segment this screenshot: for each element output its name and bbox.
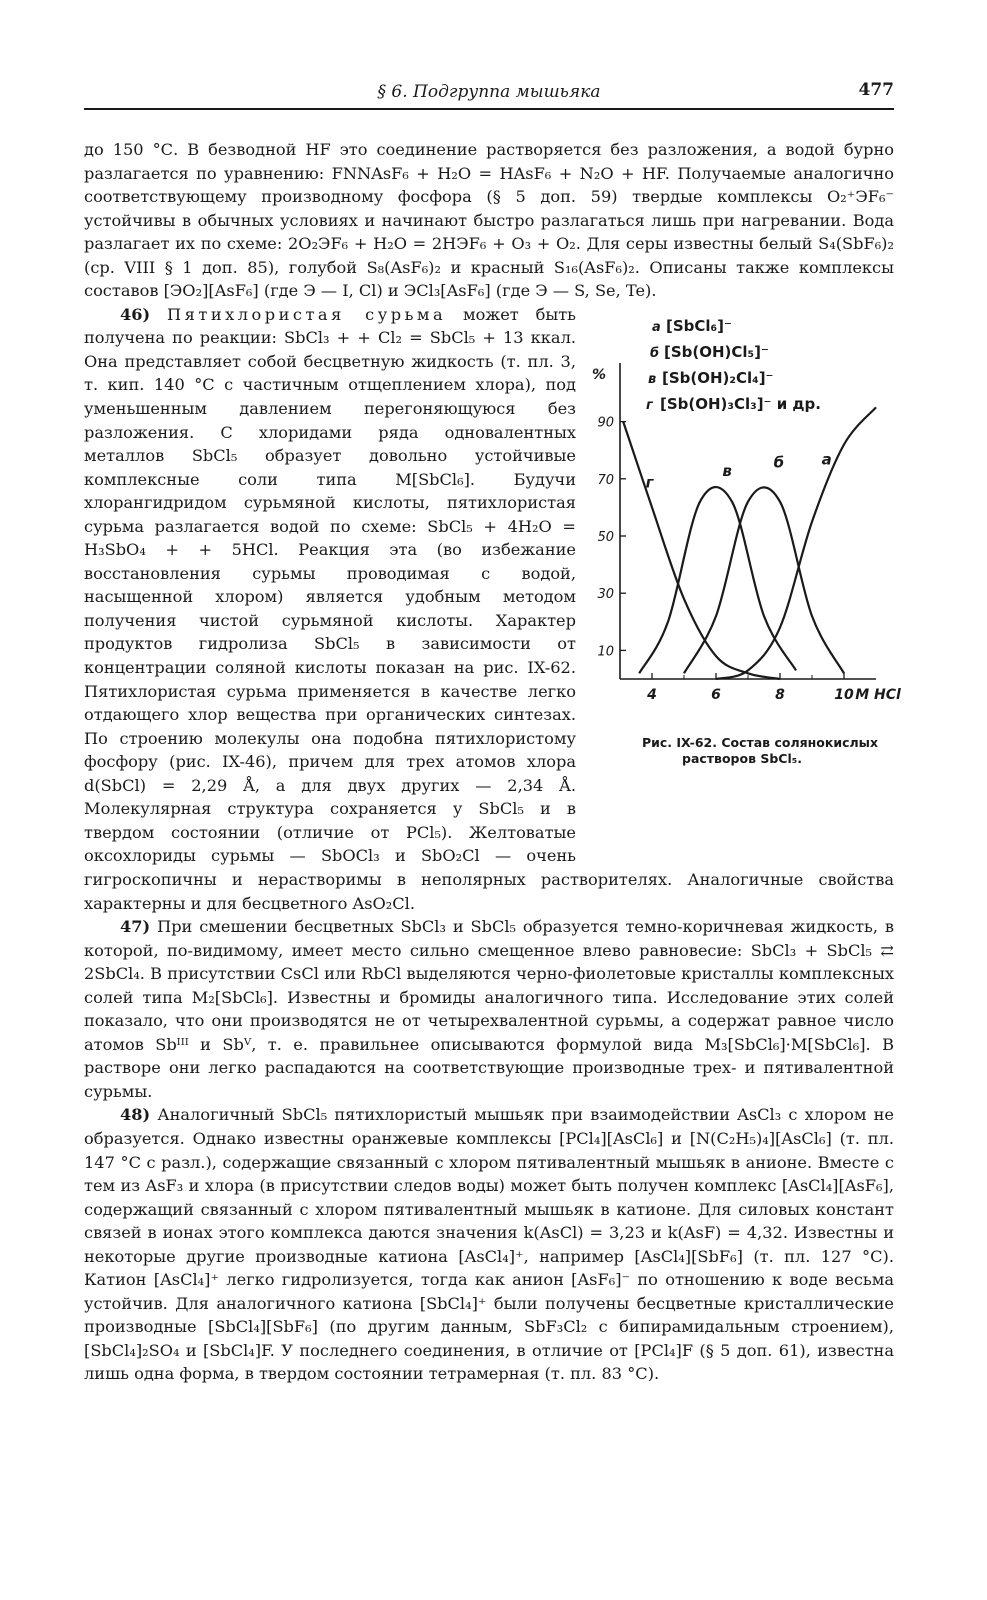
- curve-label: в: [722, 461, 732, 480]
- running-title: § 6. Подгруппа мышьяка: [377, 82, 601, 102]
- chart-axes: [592, 363, 901, 703]
- paragraph-48: [84, 1103, 894, 1386]
- paragraph-46: [84, 303, 901, 915]
- paragraph-47-text: При смешении бесцветных SbCl₃ и SbCl₅ образуется темно-коричневая жидкость, в которой, по-видимому, имеет место сильно смещенное влево равновесие: SbCl₃ + SbCl₅ ⇄ 2SbCl₄. В присутствии CsCl или RbCl выделяются черно-фиолетовые кристаллы комплексных солей типа M₂[SbCl₆]. Известны и бромиды аналогичного типа. Исследование этих солей показало, что они производятся не от четырехвалентной сурьмы, а содержат равное число атомов Sbᴵᴵᴵ и Sbⱽ, т. е. правильнее описываются формулой вида M₃[SbCl₆]·M[SbCl₆]. В растворе они легко распадаются на соответствующие производные трех- и пятивалентной сурьмы.: [84, 917, 894, 1101]
- legend-formula: [Sb(OH)₃Cl₃]⁻ и др.: [660, 394, 821, 413]
- note-number: 47): [120, 917, 151, 937]
- legend-letter: б: [650, 345, 660, 361]
- legend-letter: в: [648, 371, 657, 387]
- page-header: [84, 78, 894, 108]
- y-tick-label: 90: [597, 415, 614, 431]
- paragraph-47: [84, 915, 894, 1103]
- y-unit-label: %: [592, 366, 607, 383]
- curve-label: б: [773, 453, 785, 472]
- x-unit-label: M HCl: [855, 686, 901, 703]
- y-tick-label: 30: [597, 587, 614, 603]
- chart-legend: [646, 317, 821, 413]
- curve-label: а: [821, 450, 832, 469]
- figure-ix-62: [590, 309, 901, 837]
- paragraph-continuation: до 150 °С. В безводной HF это соединение растворяется без разложения, а водой бурно разлагается по уравнению: FNNAsF₆ + H₂O = HAsF₆ + N₂O + HF. Получаемые аналогично соответствующему производному фосфора (§ 5 доп. 59) твердые комплексы O₂⁺ЭF₆⁻ устойчивы в обычных условиях и начинают быстро разлагаться лишь при нагревании. Вода разлагает их по схеме: 2O₂ЭF₆ + H₂O = 2HЭF₆ + O₃ + O₂. Для серы известны белый S₄(SbF₆)₂ (ср. VIII § 1 доп. 85), голубой S₈(AsF₆)₂ и красный S₁₆(AsF₆)₂. Описаны также комплексы составов [ЭO₂][AsF₆] (где Э — I, Cl) и ЭCl₃[AsF₆] (где Э — S, Se, Te).: [84, 140, 894, 301]
- figure-caption: Рис. IX-62. Состав солянокислых растворов SbCl₅.: [641, 734, 879, 766]
- y-tick-label: 50: [597, 529, 614, 545]
- page-number: 477: [858, 80, 894, 100]
- legend-formula: [Sb(OH)Cl₅]⁻: [664, 342, 769, 361]
- page-body: [84, 138, 901, 1386]
- curve-а: [716, 407, 876, 679]
- paragraph-46-text: может быть получена по реакции: SbCl₃ + + Cl₂ = SbCl₅ + 13 ккал. Она представляет собой бесцветную жидкость (т. пл. 3, т. кип. 140 °С с частичным отщеплением хлора), под уменьшенным давлением перегоняющуюся без разложения. С хлоридами ряда одновалентных металлов SbCl₅ образует довольно устойчивые комплексные соли типа M[SbCl₆]. Будучи хлорангидридом сурьмяной кислоты, пятихлористая сурьма разлагается водой по схеме: SbCl₅ + 4H₂O = H₃SbO₄ + + 5HCl. Реакция эта (во избежание восстановления сурьмы проводимая с водой, насыщенной хлором) является удобным методом получения чистой сурьмяной кислоты. Характер продуктов гидролиза SbCl₅ в зависимости от концентрации соляной кислоты показан на рис. IX-62. Пятихлористая сурьма применяется в качестве легко отдающего хлор вещества при органических синтезах. По строению молекулы она подобна пятихлористому фосфору (рис. IX-46), причем для трех атомов хлора d(SbCl) = 2,29 Å, а для двух других — 2,34 Å. Молекулярная структура сохраняется у SbCl₅ и в твердом состоянии (отличие от PCl₅). Желтоватые оксохлориды сурьмы — SbOCl₃ и SbO₂Cl — очень гигроскопичны и нерастворимы в неполярных растворителях. Аналогичные свойства характерны и для бесцветного AsO₂Cl.: [84, 304, 894, 913]
- curve-г: [623, 421, 780, 678]
- term-spaced: Пятихлористая сурьма: [167, 304, 447, 324]
- x-tick-label: 8: [775, 686, 785, 703]
- legend-formula: [Sb(OH)₂Cl₄]⁻: [662, 368, 774, 387]
- x-tick-label: 6: [711, 686, 721, 703]
- legend-formula: [SbCl₆]⁻: [666, 316, 732, 335]
- y-tick-label: 10: [597, 644, 614, 660]
- curve-label: г: [645, 473, 654, 492]
- y-tick-label: 70: [597, 472, 614, 488]
- header-rule: [84, 108, 894, 110]
- legend-letter: а: [652, 319, 661, 335]
- paragraph-48-text: Аналогичный SbCl₅ пятихлористый мышьяк при взаимодействии AsCl₃ с хлором не образуется. Однако известны оранжевые комплексы [PCl₄][AsCl₆] и [N(C₂H₅)₄][AsCl₆] (т. пл. 147 °С с разл.), содержащие связанный с хлором пятивалентный мышьяк в анионе. Вместе с тем из AsF₃ и хлора (в присутствии следов воды) может быть получен комплекс [AsCl₄][AsF₆], содержащий связанный с хлором пятивалентный мышьяк в катионе. Для силовых констант связей в ионах этого комплекса даются значения k(AsCl) = 3,23 и k(AsF) = 4,32. Известны и некоторые другие производные катиона [AsCl₄]⁺, например [AsCl₄][SbF₆] (т. пл. 127 °С). Катион [AsCl₄]⁺ легко гидролизуется, тогда как анион [AsF₆]⁻ по отношению к воде весьма устойчив. Для аналогичного катиона [SbCl₄]⁺ были получены бесцветные кристаллические производные [SbCl₄][SbF₆] (по другим данным, SbF₃Cl₂ с бипирамидальным строением), [SbCl₄]₂SO₄ и [SbCl₄]F. У последнего соединения, в отличие от [PCl₄]F (§ 5 доп. 61), известна лишь одна форма, в твердом состоянии тетрамерная (т. пл. 83 °С).: [84, 1105, 894, 1384]
- x-tick-label: 10: [834, 686, 854, 703]
- x-tick-label: 4: [647, 686, 657, 703]
- note-number: 48): [120, 1105, 151, 1125]
- curve-в: [639, 487, 796, 673]
- chart-svg: [590, 309, 901, 739]
- chart-curves: [623, 407, 876, 679]
- note-number: 46): [120, 304, 151, 324]
- legend-letter: г: [646, 397, 653, 413]
